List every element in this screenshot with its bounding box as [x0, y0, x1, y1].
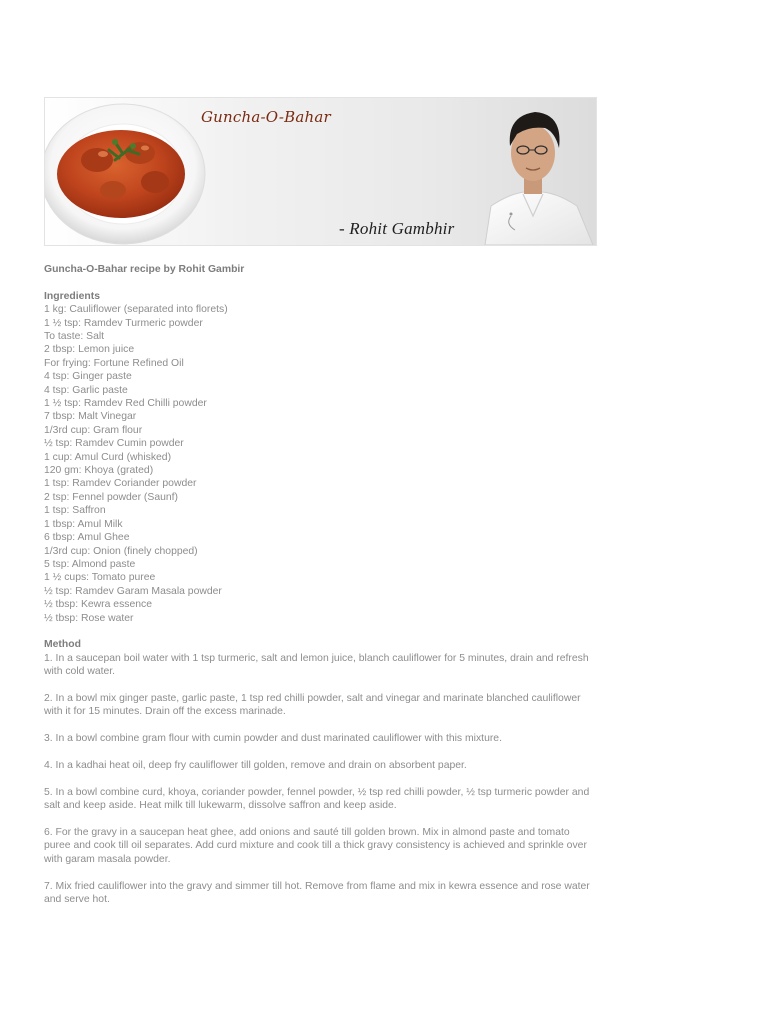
method-step: 3. In a bowl combine gram flour with cumin powder and dust marinated cauliflower with this mixture. [44, 733, 502, 745]
banner-author-signature: - Rohit Gambhir [339, 219, 455, 238]
ingredient-item: 1/3rd cup: Gram flour [44, 424, 143, 436]
ingredient-item: 4 tsp: Garlic paste [44, 384, 128, 396]
method-steps-list [44, 652, 594, 907]
chef-portrait-image [485, 112, 593, 245]
ingredient-item: 1 tbsp: Amul Milk [44, 518, 123, 530]
ingredient-item: 7 tbsp: Malt Vinegar [44, 411, 137, 423]
ingredient-item: 2 tbsp: Lemon juice [44, 344, 135, 356]
ingredient-item: 1 cup: Amul Curd (whisked) [44, 451, 172, 463]
curry-plate-image [45, 104, 205, 244]
ingredient-item: 1 ½ cups: Tomato puree [44, 572, 156, 584]
method-step: 7. Mix fried cauliflower into the gravy and simmer till hot. Remove from flame and mix in kewra essence and rose water and serve hot. [44, 880, 590, 905]
recipe-title: Guncha-O-Bahar recipe by Rohit Gambir [44, 264, 245, 275]
method-step: 4. In a kadhai heat oil, deep fry cauliflower till golden, remove and drain on absorbent paper. [44, 759, 467, 771]
method-step: 5. In a bowl combine curd, khoya, coriander powder, fennel powder, ½ tsp red chilli powder, ½ tsp turmeric powder and salt and keep aside. Heat milk till lukewarm, dissolve saffron and keep aside. [44, 786, 590, 812]
ingredients-list [44, 303, 594, 625]
recipe-banner [44, 97, 597, 246]
method-step: 6. For the gravy in a saucepan heat ghee, add onions and sauté till golden brown. Mix in almond paste and tomato puree and cook till oil separates. Add curd mixture and cook till a thick gravy consistency is achieved and sprinkle over with garam masala powder. [44, 826, 587, 865]
ingredient-item: For frying: Fortune Refined Oil [44, 357, 184, 369]
method-heading: Method [44, 639, 81, 651]
ingredient-item: ½ tbsp: Kewra essence [44, 599, 153, 611]
ingredient-item: 120 gm: Khoya (grated) [44, 465, 154, 477]
ingredients-heading: Ingredients [44, 290, 101, 302]
recipe-content [44, 263, 594, 920]
ingredient-item: 4 tsp: Ginger paste [44, 371, 132, 383]
ingredient-item: 1 ½ tsp: Ramdev Red Chilli powder [44, 398, 207, 410]
method-step: 2. In a bowl mix ginger paste, garlic paste, 1 tsp red chilli powder, salt and vinegar and marinate blanched cauliflower with it for 15 minutes. Drain off the excess marinade. [44, 692, 581, 718]
ingredient-item: 1 tsp: Ramdev Coriander powder [44, 478, 197, 490]
ingredient-item: 1 tsp: Saffron [44, 505, 106, 517]
ingredient-item: ½ tbsp: Rose water [44, 612, 134, 624]
ingredient-item: 1/3rd cup: Onion (finely chopped) [44, 545, 198, 557]
ingredient-item: 2 tsp: Fennel powder (Saunf) [44, 491, 178, 503]
ingredient-item: ½ tsp: Ramdev Cumin powder [44, 438, 184, 450]
ingredient-item: 1 kg: Cauliflower (separated into florets) [44, 304, 228, 316]
ingredient-item: 6 tbsp: Amul Ghee [44, 532, 130, 544]
ingredient-item: To taste: Salt [44, 331, 105, 343]
ingredient-item: 1 ½ tsp: Ramdev Turmeric powder [44, 317, 203, 329]
ingredient-item: 5 tsp: Almond paste [44, 558, 136, 570]
banner-title: Guncha-O-Bahar [201, 108, 331, 126]
ingredient-item: ½ tsp: Ramdev Garam Masala powder [44, 585, 222, 597]
method-step: 1. In a saucepan boil water with 1 tsp turmeric, salt and lemon juice, blanch cauliflower for 5 minutes, drain and refresh with cold water. [44, 652, 589, 678]
